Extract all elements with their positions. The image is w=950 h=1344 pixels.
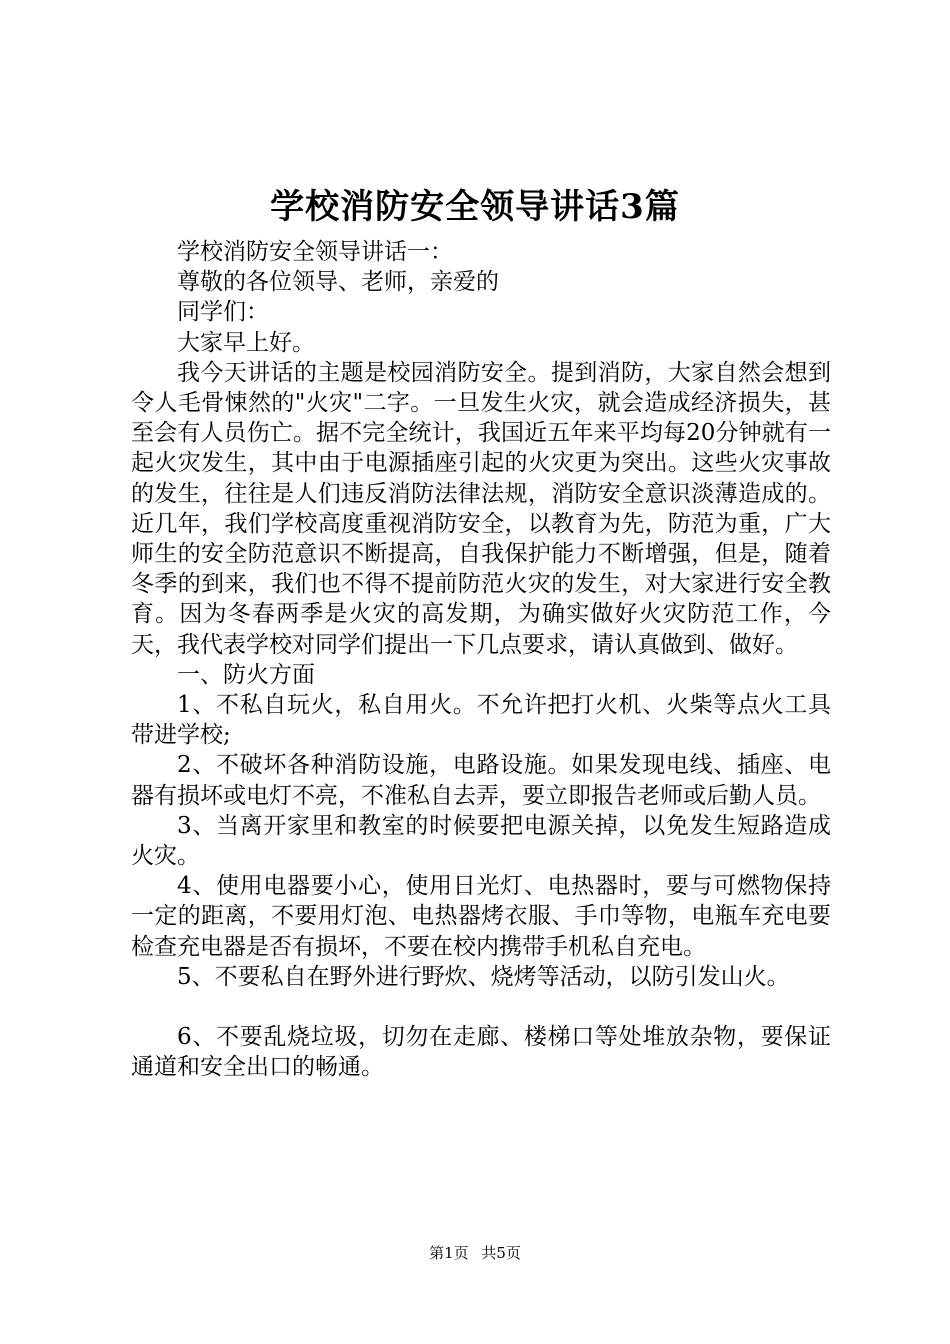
paragraph: 学校消防安全领导讲话一： xyxy=(177,239,453,265)
paragraph: 4、使用电器要小心，使用日光灯、电热器时，要与可燃物保持一定的距离，不要用灯泡、电热器烤衣服、手巾等物，电瓶车充电要检查充电器是否有损坏，不要在校内携带手机私自充电。 xyxy=(131,873,831,960)
document-title: 学校消防安全领导讲话3篇 xyxy=(270,187,680,227)
paragraph: 1、不私自玩火，私自用火。不允许把打火机、火柴等点火工具带进学校; xyxy=(131,692,831,749)
page-total: 共5页 xyxy=(481,1244,521,1262)
paragraph: 同学们： xyxy=(177,299,269,326)
page-footer xyxy=(0,1241,950,1265)
paragraph: 大家早上好。 xyxy=(177,329,315,356)
paragraph: 6、不要乱烧垃圾，切勿在走廊、楼梯口等处堆放杂物，要保证通道和安全出口的畅通。 xyxy=(131,1024,831,1081)
paragraph: 5、不要私自在野外进行野炊、烧烤等活动，以防引发山火。 xyxy=(177,963,790,990)
document-body xyxy=(131,237,831,1082)
paragraph: 一、防火方面 xyxy=(177,661,315,688)
paragraph: 3、当离开家里和教室的时候要把电源关掉，以免发生短路造成火灾。 xyxy=(131,812,831,870)
paragraph: 尊敬的各位领导、老师，亲爱的 xyxy=(177,269,499,296)
paragraph: 2、不破坏各种消防设施，电路设施。如果发现电线、插座、电器有损坏或电灯不亮，不准私自去弄，要立即报告老师或后勤人员。 xyxy=(131,752,831,809)
paragraph: 我今天讲话的主题是校园消防安全。提到消防，大家自然会想到令人毛骨悚然的"火灾"二字。一旦发生火灾，就会造成经济损失，甚至会有人员伤亡。据不完全统计，我国近五年来平均每20分钟就有一起火灾发生，其中由于电源插座引起的火灾更为突出。这些火灾事故的发生，往往是人们违反消防法律法规，消防安全意识淡薄造成的。近几年，我们学校高度重视消防安全，以教育为先，防范为重，广大师生的安全防范意识不断提高，自我保护能力不断增强，但是，随着冬季的到来，我们也不得不提前防范火灾的发生，对大家进行安全教育。因为冬春两季是火灾的高发期，为确实做好火灾防范工作，今天，我代表学校对同学们提出一下几点要求，请认真做到、做好。 xyxy=(131,359,831,658)
page-number: 第1页 xyxy=(429,1244,469,1262)
